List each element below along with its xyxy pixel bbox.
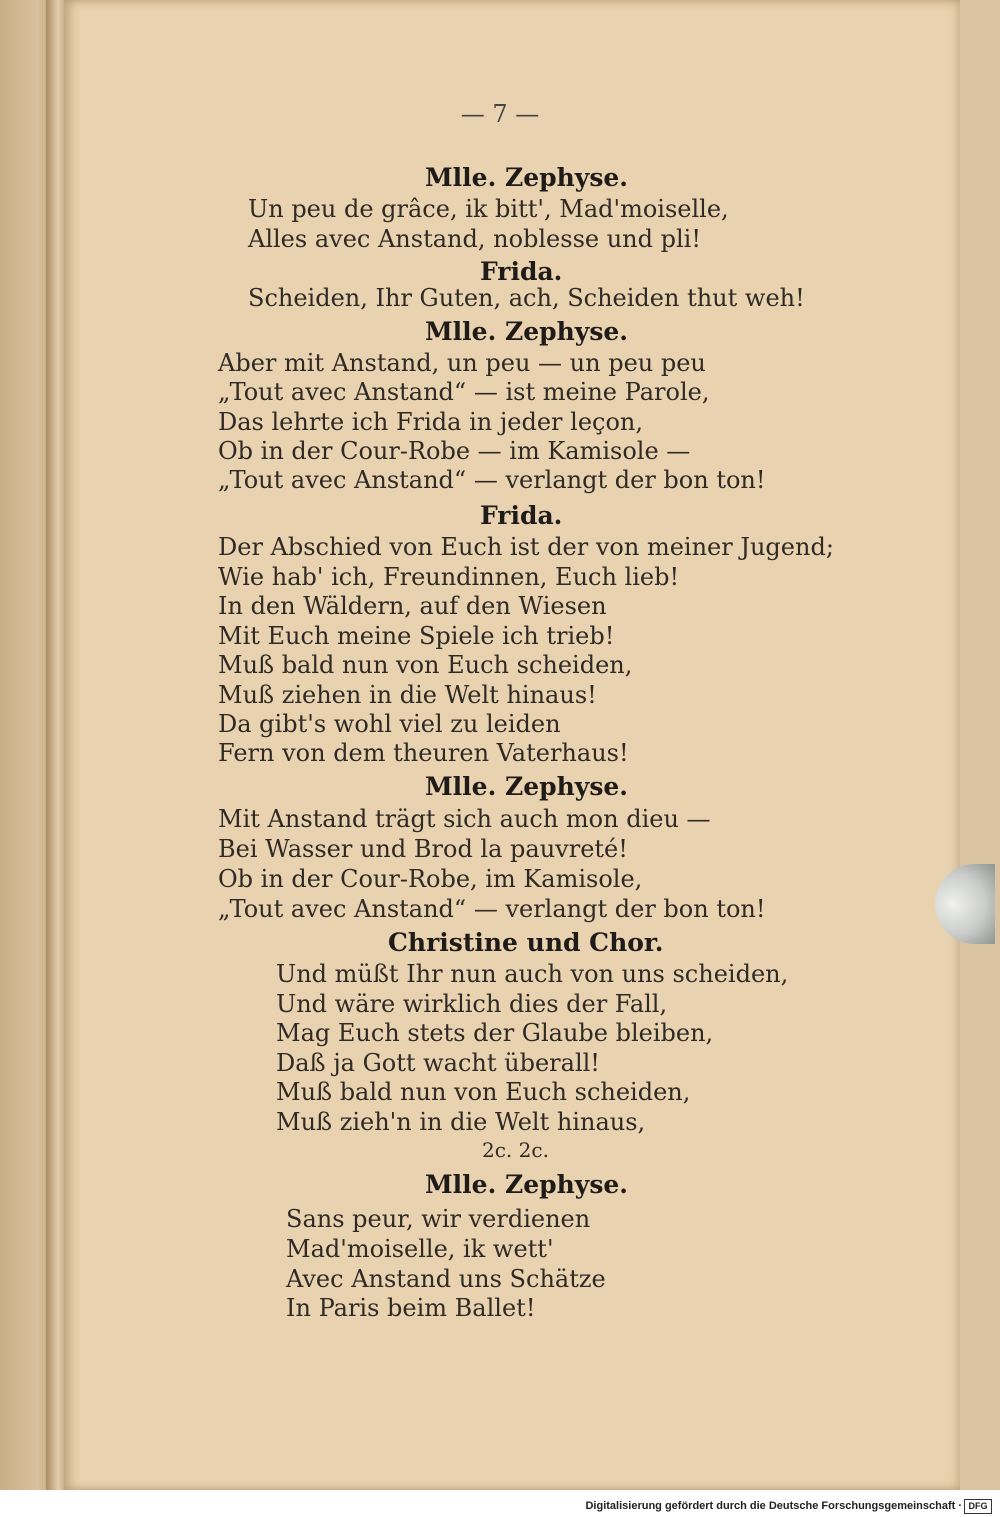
verse-line: Das lehrte ich Frida in jeder leçon, xyxy=(218,408,644,436)
verse-line: Sans peur, wir verdienen xyxy=(286,1205,591,1233)
verse-line: In Paris beim Ballet! xyxy=(286,1294,536,1322)
verse-line: Scheiden, Ihr Guten, ach, Scheiden thut weh! xyxy=(248,284,805,312)
dfg-logo: DFG xyxy=(964,1499,992,1514)
verse-line: Alles avec Anstand, noblesse und pli! xyxy=(248,225,701,253)
verse-line: Ob in der Cour-Robe, im Kamisole, xyxy=(218,865,643,893)
verse-line: Un peu de grâce, ik bitt', Mad'moiselle, xyxy=(248,195,729,223)
verse-line: Muß bald nun von Euch scheiden, xyxy=(218,651,633,679)
verse-line: „Tout avec Anstand“ — ist meine Parole, xyxy=(218,378,710,406)
verse-line: Aber mit Anstand, un peu — un peu peu xyxy=(218,349,706,377)
verse-line: Muß bald nun von Euch scheiden, xyxy=(276,1078,691,1106)
verse-line: Ob in der Cour-Robe — im Kamisole — xyxy=(218,437,691,465)
verse-line: Muß ziehen in die Welt hinaus! xyxy=(218,681,597,709)
verse-line: Muß zieh'n in die Welt hinaus, xyxy=(276,1108,646,1136)
speaker-heading: Christine und Chor. xyxy=(388,928,664,957)
verse-line: Mad'moiselle, ik wett' xyxy=(286,1235,554,1263)
verse-line: Mit Anstand trägt sich auch mon dieu — xyxy=(218,805,711,833)
digitization-credit: Digitalisierung gefördert durch die Deutsche Forschungsgemeinschaft · xyxy=(585,1500,962,1512)
speaker-heading: Frida. xyxy=(480,501,563,530)
verse-line: Und müßt Ihr nun auch von uns scheiden, xyxy=(276,960,789,988)
verse-line: Der Abschied von Euch ist der von meiner Jugend; xyxy=(218,533,834,561)
etc-mark: 2c. 2c. xyxy=(482,1138,549,1162)
verse-line: Da gibt's wohl viel zu leiden xyxy=(218,710,561,738)
speaker-heading: Mlle. Zephyse. xyxy=(425,317,629,346)
verse-line: Avec Anstand uns Schätze xyxy=(286,1265,606,1293)
verse-line: Bei Wasser und Brod la pauvreté! xyxy=(218,835,628,863)
verse-line: In den Wäldern, auf den Wiesen xyxy=(218,592,607,620)
speaker-heading: Mlle. Zephyse. xyxy=(425,1170,629,1199)
speaker-heading: Mlle. Zephyse. xyxy=(425,772,629,801)
verse-line: Fern von dem theuren Vaterhaus! xyxy=(218,739,629,767)
page-number: — 7 — xyxy=(460,100,540,128)
verse-line: „Tout avec Anstand“ — verlangt der bon ton! xyxy=(218,466,766,494)
verse-line: Daß ja Gott wacht überall! xyxy=(276,1049,600,1077)
speaker-heading: Frida. xyxy=(480,257,563,286)
verse-line: „Tout avec Anstand“ — verlangt der bon ton! xyxy=(218,895,766,923)
verse-line: Und wäre wirklich dies der Fall, xyxy=(276,990,668,1018)
verse-line: Wie hab' ich, Freundinnen, Euch lieb! xyxy=(218,563,680,591)
speaker-heading: Mlle. Zephyse. xyxy=(425,163,629,192)
verse-line: Mit Euch meine Spiele ich trieb! xyxy=(218,622,615,650)
verse-line: Mag Euch stets der Glaube bleiben, xyxy=(276,1019,714,1047)
